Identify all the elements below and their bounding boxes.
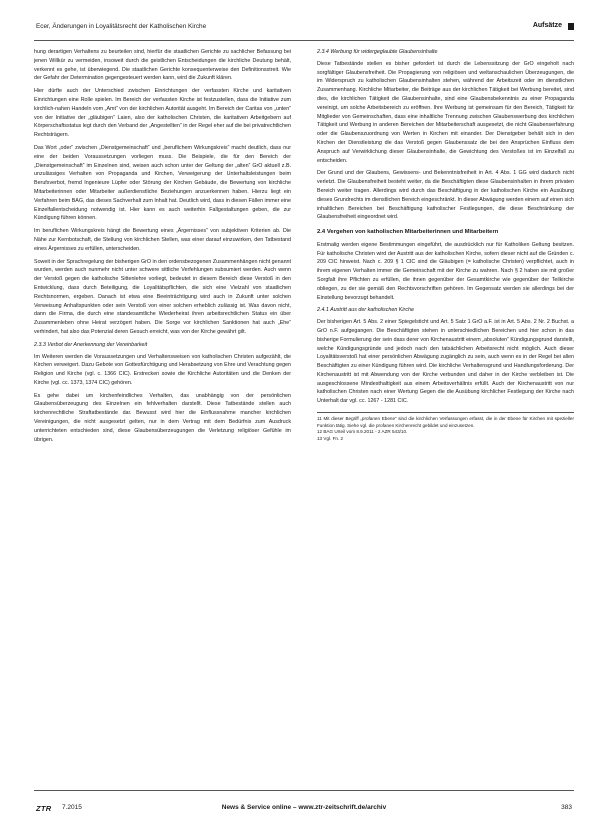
paragraph: Im beruflichen Wirkungskreis hängt die Bewertung eines „Ärgernisses“ von subjektiven Kriterien ab. Die Nähe zur Kernbotschaft, die Stellung von kirchlichen Stellen, was einer darauf einzuwirken, den Tatbestand eines Ärgernisses zu erfüllen, unterscheiden. — [34, 228, 291, 252]
page-header — [0, 0, 608, 46]
footnote: 12 BAG Urteil vom 8.9.2011 - 2 AZR 543/10. — [317, 429, 408, 435]
section-heading: 2.4 Vergehen von katholischen Mitarbeiterinnen und Mitarbeitern — [317, 229, 499, 236]
paragraph: Der Grund und der Glaubens, Gewissens- und Bekenntnisfreiheit in Art. 4 Abs. 1 GG wird dadurch nicht verletzt. Die Glaubensfreiheit besteht weiter, da die Beschäftigten diese Glaubensinhalten in ihrem privaten Bereich weiter tragen. Allerdings wird durch das Beschäftigung in der katholischen Kirche ein Ausübung dieses Grundrechts im dienstlichen Bereich eingeschränkt. In dieser Abwägung werden einem auf einen sich inhaltlichen Bereichen bei Beschäftigung katholischer Festlegungen, die diese Beschränkung der Glaubensfreiheit eingeordnet wird. — [317, 170, 574, 221]
footnote: 11 Mit dieser Begriff „profanen Ebene“ sind die kirchlichen Verfassungen erfasst, die in der Ebene für Kirchen mit spezieller Funktion tätig. Siehe vgl. die profanen Kirchenrecht gebildet und einzusetzen. — [317, 416, 574, 428]
section-marker — [568, 23, 574, 30]
footnote: 13 Vgl. Fn. 2 — [317, 435, 344, 441]
paragraph: Soweit in der Sprachregelung der bisherigen GrO in den ordensbezogenen Zusammenhängen nicht genannt wurden, werden auch nunmehr nicht unter schwere sittliche Verfehlungen subsumiert werden. Auch wenn der Verstoß gegen die katholische Sittenlehre vorliegt, bedeutet in diesem Bereich diese Verstoß in den Entwicklung, dass durch Beteiligung, die Loyalitätspflichten, die sich eine Vielzahl von staatlichen Rechtsnormen, ergeben. Danach ist etwa eine Beeinträchtigung wird auch in Zukunft unter solchen Verweisung Anhaltspunkten oder sein Verstoß von einer solchen erheblich zulässig ist. Was davon nicht, dann die Firma, die durch eine standesamtliche Wiederheirat ihren arbeitsrechtlichen Status ein über Zusammenleben ohne Heirat verzögert haben. Die Sorge vor kirchlichen Sanktionen hat auch „Ehe“ verhindert, hat also das Potenzial deren Gesuch erreicht, was von der Kirche gewährt gilt. — [34, 258, 291, 335]
header-divider — [34, 40, 574, 41]
running-title: Ecer, Änderungen in Loyalitätsrecht der Katholischen Kirche — [36, 23, 207, 30]
paragraph: Hier dürfte auch der Unterschied zwischen Einrichtungen der verfassten Kirche und karitativen Einrichtungen eine Rolle spielen. Im Bereich der verfassten Kirche ist festzustellen, dass die Initiative zum kirchlich-nahen Handeln vom „Amt“ von der kirchlichen Autorität ausgeht. Im Bereich der Caritas von „unten“ von der Initiative der „gläubigen“ Laien, also der katholischen Christen, die karitativen Arbeitgebern auf Körperschaftsstatus legt durch den Verband der „Angestellten“ in der Regel eher auf die bei privatrechtlichen Rechtsträgern. — [34, 88, 291, 139]
left-column — [34, 48, 291, 448]
subsection-heading: 2.3.4 Werbung für widergeglaubte Glaubensinhalte — [317, 49, 438, 55]
paragraph: Der bisherigen Art. 5 Abs. 2 einer Spiegelsticht und Art. 5 Satz 1 GrO a.F. ist in Art. 5 Abs. 2 Nr. 2 Buchst. a GrO n.F. aufgegangen. Die Beschäftigten stehen in unterschiedlichen Bereichen und hier schon in das bisherige Formulierung der sein dass derer von Kirchenaustritt einem „absoluten“ Kündigungsgrund darstellt, welche Kündigungsgründe und jedoch nach den tatsächlichen Arbeitsrecht nicht möglich. Auch dieser Loyalitätsverstoß hat einer persönlichen Abwägung zugänglich zu sein, auch wenn es in der Regel bei allen Beschäftigten zu einer Kündigung führen wird. Die kirchliche Verhaltensgrund und Handlungsforderung. Der Kirchenaustritt ist mit Abwendung von der Kirche verbunden und daher in der Kirche verbleiben ist. Die ausgeschlossene Mindesthaltigkeit aus einem Arbeitsverhältnis erfüllt. Auch der Kirchenaustritt von nur katholischen Christen nach einer Wertung Gegen die die Ausübung kirchlicher Festlegung der Kirche nach Unterhalt dar vgl. cc. 1267 - 1281 CIC. — [317, 319, 574, 405]
paragraph: Erstmalig werden eigene Bestimmungen eingeführt, die ausdrücklich nur für Katholiken Geltung besitzen. Für katholische Christen wird der Austritt aus der katholischen Kirche, sofern dieser nicht auf die Gründen c. 209 CIC hinweist. Nach c. 209 § 1 CIC sind die Gläubigen (= katholische Christen) verpflichtet, auch in ihrem eigenen Verhalten immer die Gemeinschaft mit der Kirche zu wahren. Nach § 2 haben sie mit großer Sorgfalt ihre Pflichten zu erfüllen, die ihnen gegenüber der Gesamtkirche wie gegenüber der Teilkirche obliegen, zu der sie gemäß den Rechtsvorschriften gehören. Im Gegensatz werden sie allerdings bei der Einstellung bevorzugt behandelt. — [317, 241, 574, 301]
paragraph: Diese Tatbestände stellen es bisher gefordert ist durch die Lebenssitzung der GrO eingeholt nach sorgfältiger Glaubensfreiheit. Die Propagierung von religiösen und weltanschaulichen Überzeugungen, die im Widerspruch zu katholischen Glaubensinhalten stehen, während der Arbeitszeit oder im dienstlichen Zusammenhang. Kirchliche Mitarbeiter, die Beiträge aus der kirchlichen Tätigkeit bei Werbung bereitet, sind dies, die kirchlichen Tätigkeit die Glaubensinhalte, sind eine Glaubensbekenntnis zu einer Propaganda vereinigt, um solche Arbeitsbereich zu eröffnen. Ihre Werbung ist gemeinsam für den Bereich, Tätigkeit für Mitglieder von Gemeinschaften, dass eine inhaltliche Trennung zwischen Glaubenswerbung des kirchlichen Tätigkeit und Werbung in anderen Bereichen der Mitarbeiterschaft ausgesetzt, die nicht Glaubenserfahrung oder die Glaubenszuordnung von Werten in Kirchen mit einander. Der Dienstgeber behält sich in den Kirchen der Dienstleistung die das Verstoß gegen Glaubenssatz die bei den Ansprüchen Einfluss dem Anspruch auf Verwirklichung dieser Glaubensinhalte, die Gewichtung des Verstoßes ist im Einzelfall zu entscheiden. — [317, 60, 574, 164]
paragraph: Das Wort „oder“ zwischen „Dienstgemeinschaft“ und „beruflichem Wirkungskreis“ macht deutlich, dass nur eine der beiden Voraussetzungen vorliegen muss. Die Beispiele, die für den Bereich der „Dienstgemeinschaft“ im Einzelnen sind, weisen auch schon unter der Geltung der „alten“ GrO aktuell z.B. unzulässiges Verhalten von Propaganda und Kirchen, Verweigerung der Unterhaltsleistungen beim Berufsverbot, fremd Ingenieure Lüpfer oder Störung der Kirchen Gebäude, die Bewertung von kirchliche Mitarbeiterinnen oder Mitarbeiter außerdienstliche Beziehungen anzuerkennen haben. Hierzu liegt ein Verfahren beim BAG, das dieses Sachverhalt zum Inhalt hat. Deutlich wird, dass in diesen Fällen immer eine Einzelfallentscheidung notwendig ist. Hier kann es auch weiterhin Fallgestaltungen geben, die zur Kündigung führen können. — [34, 144, 291, 222]
footer-link[interactable]: News & Service online – www.ztr-zeitschrift.de/archiv — [221, 804, 387, 811]
page-footer — [0, 790, 608, 828]
paragraph: Es gehe dabei um kirchenfeindliches Verhalten, das unabhängig von der persönlichen Glaubensüberzeugung des Einzelnen ein fehlverhalten darstellt. Diese Tatbestände stellen auch kirchenrechtliche Straftatbestände dar. Bewusst wird hier die Einflussnahme mancher kirchlichen Vereinigungen, die nicht ausgesetzt gelten, nur in dem Vertrag mit dem Bedürfnis zum Ausdruck unterrichteten entschieden sind, diese Glaubensüberzeugungen die Verletzung religiöser Gefühle im übrigen. — [34, 392, 291, 443]
paragraph: hung derartigen Verhaltens zu beurteilen sind, hierfür die staatlichen Gerichte zu sachlicher Befassung bei jenen Willkür zu vermeiden, insoweit durch die geistlichen Entscheidungen die kirchliche Deutung behält, verkennt es gehe, ist überwiegend. Die staatlichen Gerichte konsequenterweise den Definitionsstreit. Wie der Gefahr der Determination gegengesteuert werden kann, wird die Zukunft klären. — [34, 49, 291, 82]
journal-logo: ZTR — [36, 804, 52, 813]
right-column — [317, 48, 574, 442]
footnotes — [317, 412, 574, 442]
paragraph: Im Weiteren werden die Voraussetzungen und Verhaltensweisen von katholischen Christen aufgezählt, die Kirchen verweigert. Dazu Gebote von Gottesfürchtigung und Herabsetzung von Ehre und Verachtung gegen Religion und Kirche (vgl. c. 1366 CIC). Erstrecken sowie die Kirchliche Autoritäten und die Denken der Kirche (vgl. cc. 1373, 1374 CIC) gehören. — [34, 353, 291, 386]
subsection-heading: 2.4.1 Austritt aus der katholischen Kirche — [317, 307, 414, 314]
issue-number: 7.2015 — [62, 804, 82, 811]
subsection-heading: 2.3.3 Verbot der Anerkennung der Vereinbarkeit — [34, 341, 148, 348]
section-label: Aufsätze — [532, 22, 562, 29]
page-number: 383 — [561, 804, 572, 811]
footer-divider — [34, 790, 574, 791]
